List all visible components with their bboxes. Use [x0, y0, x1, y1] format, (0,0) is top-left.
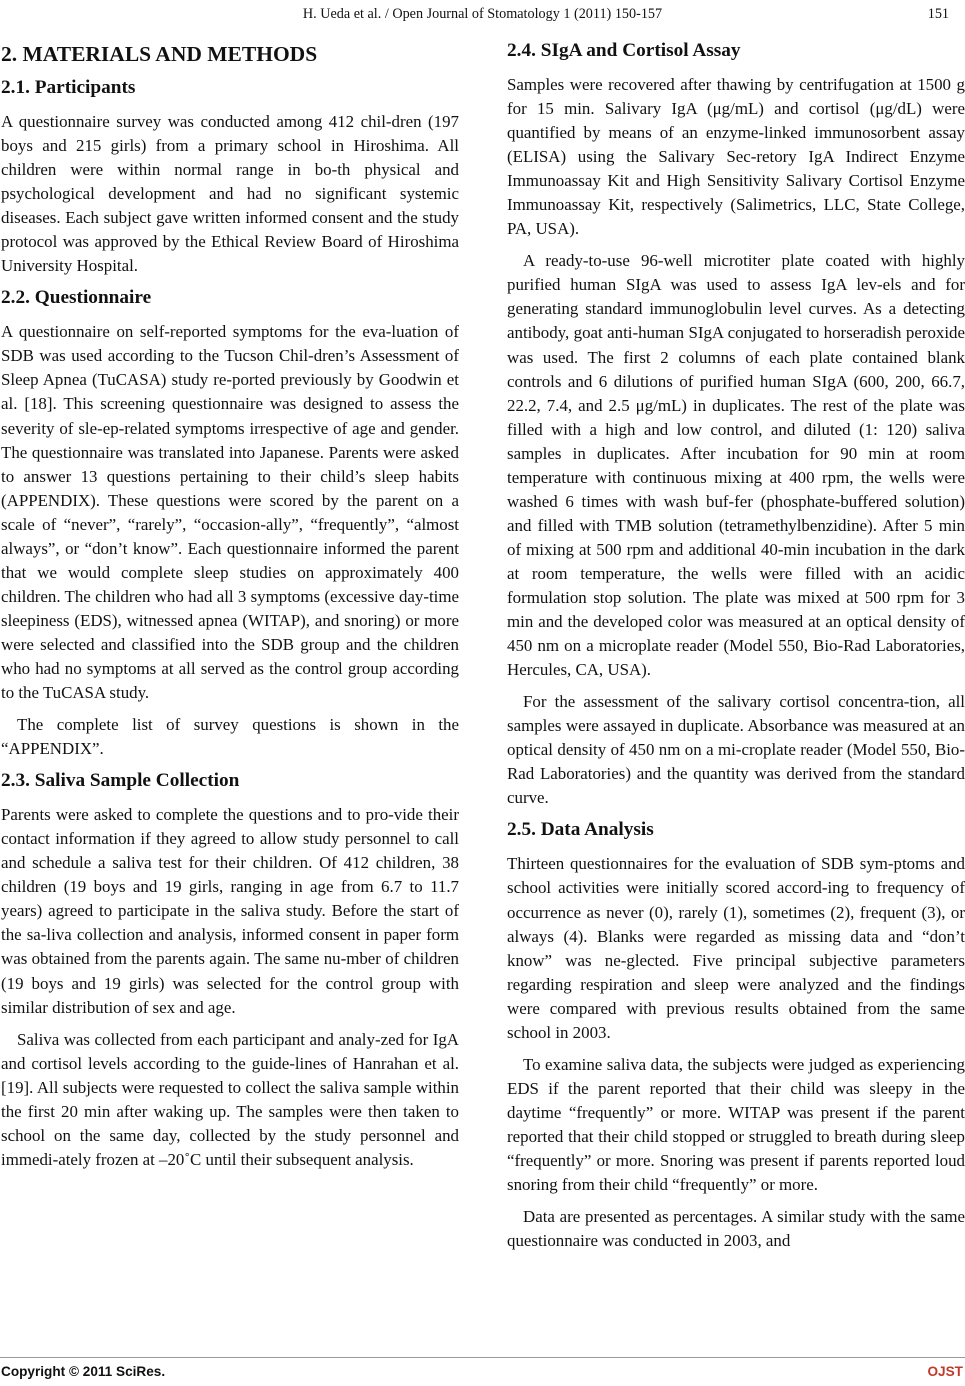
right-column	[507, 36, 965, 1261]
paragraph-assay-1: Samples were recovered after thawing by centrifugation at 1500 g for 15 min. Salivary IgA (μg/mL) and cortisol (μg/dL) were quantified by means of an enzyme-linked immunosorbent assay (ELISA) using the Salivary Sec-retory IgA Indirect Enzyme Immunoassay Kit and High Sensitivity Salivary Cortisol Enzyme Immunoassay Kit, respectively (Salimetrics, LLC, State College, PA, USA).	[507, 75, 965, 239]
left-column	[1, 36, 459, 1180]
footer-journal-abbrev: OJST	[927, 1364, 963, 1379]
section-title-materials-methods: 2. MATERIALS AND METHODS	[1, 42, 318, 66]
paragraph-questionnaire-2: The complete list of survey questions is shown in the “APPENDIX”.	[1, 715, 459, 759]
paragraph-saliva-collection-1: Parents were asked to complete the questions and to pro-vide their contact information if they agreed to allow study personnel to call and schedule a saliva test for their children. Of 412 children, 38 children (19 boys and 19 girls, ranging in age from 6.7 to 11.7 years) agreed to participate in the saliva study. Before the start of the sa-liva collection and analysis, informed consent in paper form was obtained from the parents again. The same nu-mber of children (19 boys and 19 girls) was selected for the control group with similar distribution of sex and age.	[1, 805, 459, 1017]
paragraph-assay-2: A ready-to-use 96-well microtiter plate coated with highly purified human SIgA was used to assess IgA lev-els and for generating standard immunoglobulin level curves. As a detecting antibody, goat anti-human SIgA conjugated to horseradish peroxide was used. The first 2 columns of each plate contained blank controls and 6 dilutions of purified human SIgA (600, 200, 66.7, 22.2, 7.4, and 2.5 μg/mL) in duplicates. The rest of the plate was filled with a high and low control, and diluted (1: 120) saliva samples in duplicates. After incubation for 90 min at room temperature with continuous mixing at 400 rpm, the wells were washed 6 times with wash buf-fer (phosphate-buffered solution) and filled with TMB solution (tetramethylbenzidine). After 5 min of mixing at 500 rpm and additional 40-min incubation in the dark at room temperature, the wells were filled with an acidic formulation stop solution. The plate was mixed at 500 rpm for 3 min and the developed color was measured at an optical density of 450 nm on a microplate reader (Model 550, Bio-Rad Laboratories, Hercules, CA, USA).	[507, 251, 965, 680]
paragraph-assay-3: For the assessment of the salivary cortisol concentra-tion, all samples were assayed in duplicate. Absorbance was measured at an optical density of 450 nm on a mi-croplate reader (Model 550, Bio-Rad Laboratories) and the quantity was derived from the standard curve.	[507, 692, 965, 808]
paragraph-questionnaire-1: A questionnaire on self-reported symptoms for the eva-luation of SDB was used according to the Tucson Chil-dren’s Assessment of Sleep Apnea (TuCASA) study re-ported previously by Goodwin et al. [18]. This screening questionnaire was designed to assess the severity of sle-ep-related symptoms irrespective of age and gender. The questionnaire was translated into Japanese. Parents were asked to answer 13 questions pertaining to their child’s sleep habits (APPENDIX). These questions were scored by the parent on a scale of “never”, “rarely”, “occasion-ally”, “frequently”, “almost always”, or “don’t know”. Each questionnaire informed the parent that we would complete sleep studies on approximately 400 children. The children who had all 3 symptoms (excessive day-time sleepiness (EDS), witnessed apnea (WITAP), and snoring) or more were selected and classified into the SDB group and the children who had no symptoms at all served as the control group according to the TuCASA study.	[1, 322, 459, 703]
page-number: 151	[927, 6, 949, 22]
paragraph-data-analysis-2: To examine saliva data, the subjects were judged as experiencing EDS if the parent reported that their child was sleepy in the daytime “frequently” or more. WITAP was present if the parent reported that their child stopped or struggled to breath during sleep “frequently” or more. Snoring was present if parents reported loud snoring from their child “frequently” or more.	[507, 1054, 965, 1195]
subsection-title-sigA-cortisol-assay: 2.4. SIgA and Cortisol Assay	[507, 40, 741, 61]
paragraph-saliva-collection-2: Saliva was collected from each participant and analy-zed for IgA and cortisol levels according to the guide-lines of Hanrahan et al. [19]. All subjects were requested to collect the saliva sample within the first 20 min after waking up. The samples were then taken to school on the same day, collected by the study personnel and immedi-ately frozen at –20˚C until their subsequent analysis.	[1, 1029, 459, 1169]
subsection-title-data-analysis: 2.5. Data Analysis	[507, 819, 654, 841]
subsection-title-questionnaire: 2.2. Questionnaire	[1, 287, 152, 309]
subsection-title-saliva-collection: 2.3. Saliva Sample Collection	[1, 770, 240, 792]
footer-copyright: Copyright © 2011 SciRes.	[1, 1364, 166, 1379]
paragraph-data-analysis-3: Data are presented as percentages. A similar study with the same questionnaire was conducted in 2003, and	[507, 1207, 965, 1251]
footer-divider	[0, 1357, 965, 1358]
paragraph-participants: A questionnaire survey was conducted among 412 chil-dren (197 boys and 215 girls) from a primary school in Hiroshima. All children were within normal range in bo-th physical and psychological development and had no significant systemic diseases. Each subject gave written informed consent and the study protocol was approved by the Ethical Review Board of Hiroshima University Hospital.	[1, 112, 459, 276]
running-header: H. Ueda et al. / Open Journal of Stomatology 1 (2011) 150-157	[302, 6, 663, 22]
subsection-title-participants: 2.1. Participants	[1, 77, 136, 98]
paragraph-data-analysis-1: Thirteen questionnaires for the evaluation of SDB sym-ptoms and school activities were initially scored accord-ing to frequency of occurrence as never (0), rarely (1), sometimes (2), frequent (3), or always (4). Blanks were regarded as missing data and “don’t know” was ne-glected. Five principal subjective parameters regarding respiration and sleep were analyzed and the findings were compared with previous results obtained from the same school in 2003.	[507, 854, 965, 1042]
